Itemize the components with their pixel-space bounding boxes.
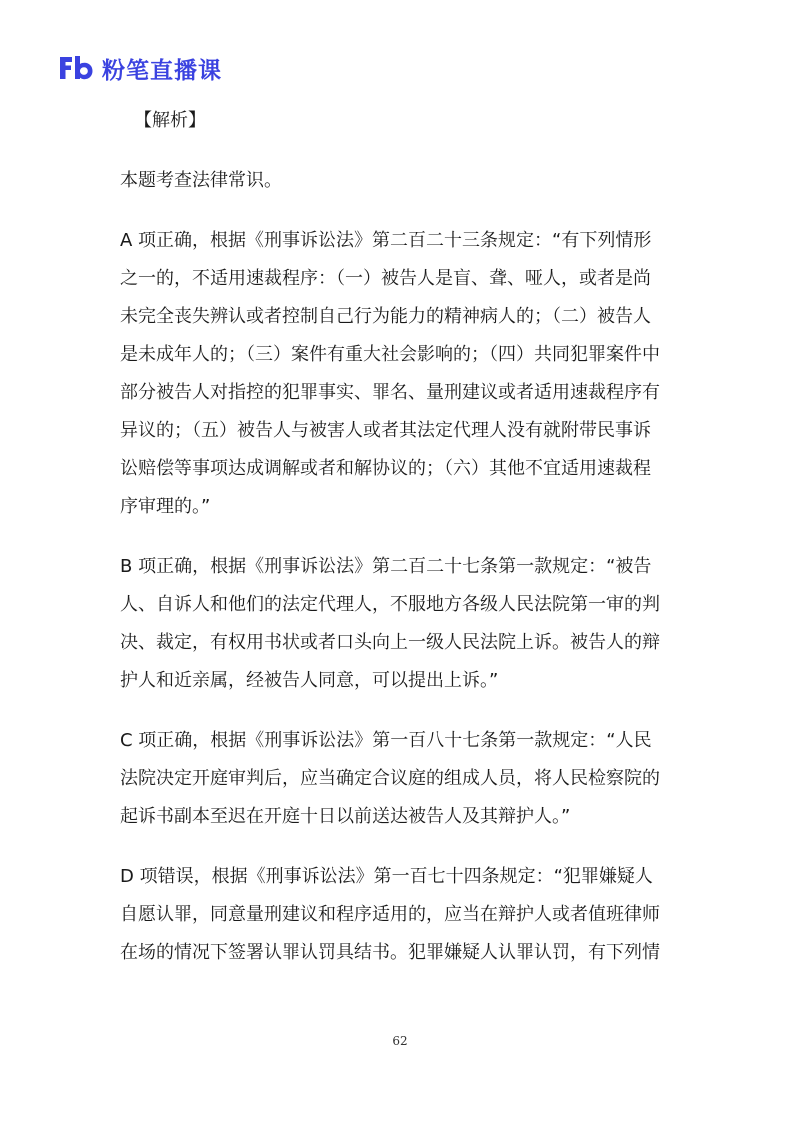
paragraph-a: A 项正确，根据《刑事诉讼法》第二百二十三条规定：“有下列情形之一的，不适用速裁程序：（一）被告人是盲、聋、哑人，或者是尚未完全丧失辨认或者控制自己行为能力的精神病人的；（二）被告人是未成年人的；（三）案件有重大社会影响的；（四）共同犯罪案件中部分被告人对指控的犯罪事实、罪名、量刑建议或者适用速裁程序有异议的；（五）被告人与被害人或者其法定代理人没有就附带民事诉讼赔偿等事项达成调解或者和解协议的；（六）其他不宜适用速裁程序审理的。” bbox=[120, 230, 660, 517]
intro-text: 本题考查法律常识。 bbox=[120, 170, 282, 191]
header bbox=[56, 50, 222, 86]
document-body bbox=[120, 102, 668, 994]
fenbi-logo bbox=[56, 53, 96, 83]
section-label: 【解析】 bbox=[134, 110, 206, 131]
paragraph-b: B 项正确，根据《刑事诉讼法》第二百二十七条第一款规定：“被告人、自诉人和他们的法定代理人，不服地方各级人民法院第一审的判决、裁定，有权用书状或者口头向上一级人民法院上诉。被告人的辩护人和近亲属，经被告人同意，可以提出上诉。” bbox=[120, 556, 660, 691]
paragraph-d: D 项错误，根据《刑事诉讼法》第一百七十四条规定：“犯罪嫌疑人自愿认罪，同意量刑建议和程序适用的，应当在辩护人或者值班律师在场的情况下签署认罪认罚具结书。犯罪嫌疑人认罪认罚，有下列情 bbox=[120, 866, 660, 963]
page-number: 62 bbox=[392, 1034, 408, 1048]
brand-name: 粉笔直播课 bbox=[102, 57, 222, 84]
paragraph-c: C 项正确，根据《刑事诉讼法》第一百八十七条第一款规定：“人民法院决定开庭审判后，应当确定合议庭的组成人员，将人民检察院的起诉书副本至迟在开庭十日以前送达被告人及其辩护人。” bbox=[120, 730, 660, 827]
